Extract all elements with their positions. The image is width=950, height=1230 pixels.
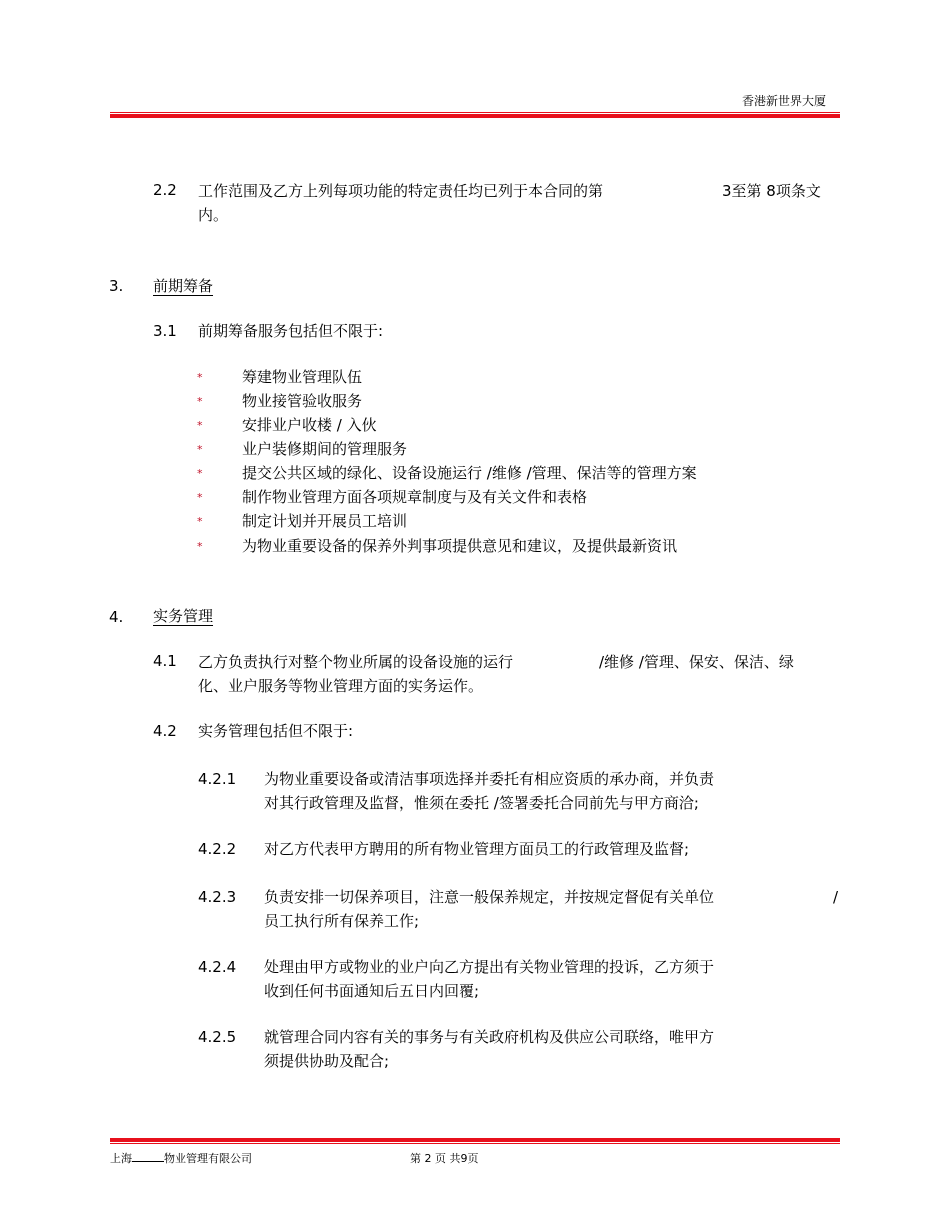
clause-number: 4.1 [153, 652, 177, 670]
list-item: 筹建物业管理队伍 [242, 368, 363, 386]
subclause-text: 处理由甲方或物业的业户向乙方提出有关物业管理的投诉，乙方须于 [264, 958, 715, 976]
bullet-marker: * [197, 419, 203, 432]
subclause-text: / [833, 888, 839, 906]
header-rule [110, 112, 840, 118]
list-item: 制定计划并开展员工培训 [242, 512, 408, 530]
subclause-number: 4.2.4 [198, 958, 237, 976]
list-item: 业户装修期间的管理服务 [242, 440, 408, 458]
footer-blank-line [132, 1152, 164, 1162]
clause-text: 内。 [198, 206, 229, 224]
footer-rule [110, 1138, 840, 1144]
subclause-text: 负责安排一切保养项目，注意一般保养规定，并按规定督促有关单位 [264, 888, 715, 906]
bullet-marker: * [197, 371, 203, 384]
clause-text: 工作范围及乙方上列每项功能的特定责任均已列于本合同的第 [198, 182, 604, 200]
clause-text: 实务管理包括但不限于: [198, 722, 354, 740]
bullet-marker: * [197, 491, 203, 504]
footer-company-prefix: 上海 [110, 1152, 132, 1165]
clause-text: 乙方负责执行对整个物业所属的设备设施的运行 [198, 653, 514, 671]
section-title: 实务管理 [153, 607, 214, 625]
subclause-text: 对其行政管理及监督，惟须在委托 /签署委托合同前先与甲方商洽; [264, 794, 699, 812]
bullet-marker: * [197, 467, 203, 480]
clause-text: 前期筹备服务包括但不限于: [198, 322, 384, 340]
header-title: 香港新世界大厦 [741, 94, 826, 108]
clause-text: 3至第 8项条文 [722, 182, 821, 200]
clause-text: /维修 /管理、保安、保洁、绿 [599, 653, 794, 671]
section-number: 4. [109, 608, 124, 626]
list-item: 安排业户收楼 / 入伙 [242, 416, 377, 434]
footer-page-number: 第 2 页 共9页 [410, 1152, 479, 1165]
bullet-marker: * [197, 515, 203, 528]
subclause-text: 员工执行所有保养工作; [264, 912, 420, 930]
subclause-text: 对乙方代表甲方聘用的所有物业管理方面员工的行政管理及监督; [264, 840, 690, 858]
list-item: 制作物业管理方面各项规章制度与及有关文件和表格 [242, 488, 588, 506]
subclause-number: 4.2.3 [198, 888, 237, 906]
section-title: 前期筹备 [153, 277, 214, 295]
footer-company-suffix: 物业管理有限公司 [164, 1152, 252, 1165]
subclause-text: 收到任何书面通知后五日内回覆; [264, 982, 480, 1000]
footer-company [110, 1150, 252, 1166]
subclause-text: 就管理合同内容有关的事务与有关政府机构及供应公司联络，唯甲方 [264, 1028, 715, 1046]
list-item: 物业接管验收服务 [242, 392, 363, 410]
list-item: 提交公共区域的绿化、设备设施运行 /维修 /管理、保洁等的管理方案 [242, 464, 697, 482]
subclause-text: 须提供协助及配合; [264, 1052, 390, 1070]
clause-text: 化、业户服务等物业管理方面的实务运作。 [198, 677, 484, 695]
bullet-marker: * [197, 395, 203, 408]
clause-number: 3.1 [153, 322, 177, 340]
section-number: 3. [109, 277, 124, 295]
clause-number: 4.2 [153, 722, 177, 740]
list-item: 为物业重要设备的保养外判事项提供意见和建议，及提供最新资讯 [242, 537, 678, 555]
subclause-number: 4.2.1 [198, 770, 237, 788]
bullet-marker: * [197, 443, 203, 456]
subclause-number: 4.2.2 [198, 840, 237, 858]
bullet-marker: * [197, 540, 203, 553]
clause-number: 2.2 [153, 181, 177, 199]
subclause-text: 为物业重要设备或清洁事项选择并委托有相应资质的承办商，并负责 [264, 770, 715, 788]
subclause-number: 4.2.5 [198, 1028, 237, 1046]
